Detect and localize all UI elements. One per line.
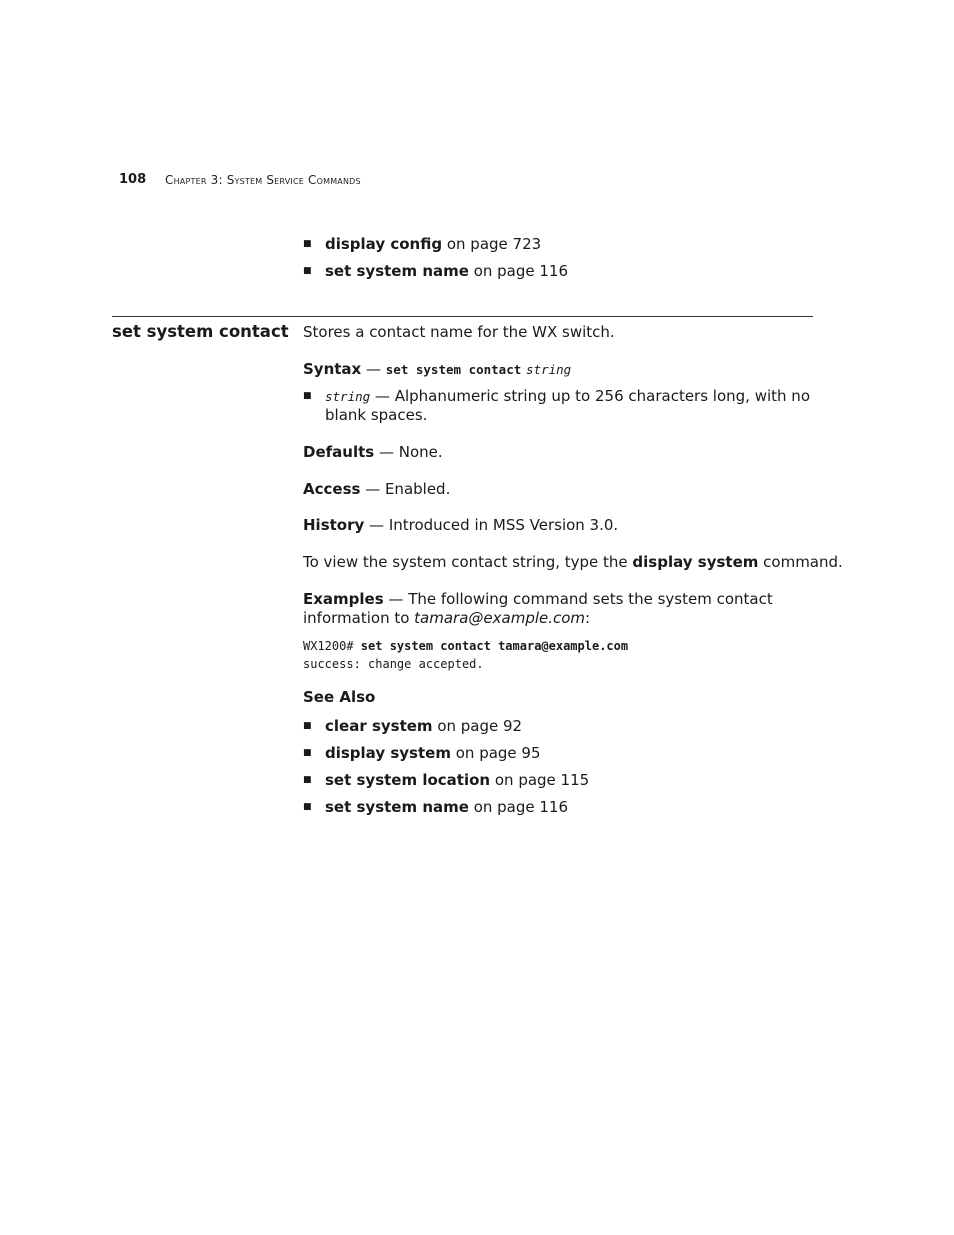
examples-text: — The following command sets the system contact (383, 590, 773, 608)
param-line2: blank spaces. (325, 406, 428, 424)
note-pre: To view the system contact string, type the (303, 553, 633, 571)
bullet-icon: ■ (303, 391, 312, 401)
syntax-arg: string (526, 362, 572, 377)
bullet-icon: ■ (303, 721, 312, 731)
link-suffix: on page 92 (432, 717, 523, 735)
examples-line2-post: : (585, 609, 591, 627)
page-number: 108 (119, 172, 147, 187)
note-cmd: display system (632, 553, 759, 571)
chapter-title: Chapter 3: System Service Commands (165, 173, 361, 187)
link-set-system-location[interactable] (325, 771, 589, 790)
syntax-line (303, 360, 571, 379)
defaults-label: Defaults (303, 443, 375, 461)
section-divider (112, 316, 813, 317)
examples-email: tamara@example.com (414, 609, 586, 627)
link-suffix: on page 115 (490, 771, 590, 789)
history-text: — Introduced in MSS Version 3.0. (364, 516, 619, 534)
access-text: — Enabled. (360, 480, 451, 498)
examples-label: Examples (303, 590, 384, 608)
link-suffix: on page 116 (468, 798, 569, 816)
access-label: Access (303, 480, 361, 498)
bullet-icon: ■ (303, 266, 312, 276)
link-display-config[interactable] (325, 235, 541, 254)
note-line (303, 553, 843, 572)
bullet-icon: ■ (303, 775, 312, 785)
link-suffix: on page 723 (442, 235, 542, 253)
bullet-icon: ■ (303, 802, 312, 812)
defaults-text: — None. (374, 443, 443, 461)
bullet-icon: ■ (303, 239, 312, 249)
section-description: Stores a contact name for the WX switch. (303, 323, 615, 341)
link-suffix: on page 95 (450, 744, 541, 762)
link-cmd: clear system (325, 717, 433, 735)
link-display-system[interactable] (325, 744, 541, 763)
code-command-line (303, 637, 628, 655)
syntax-command: set system contact (385, 362, 522, 377)
link-cmd: set system location (325, 771, 491, 789)
syntax-label: Syntax (303, 360, 362, 378)
code-command: set system contact tamara@example.com (360, 639, 629, 653)
note-post: command. (758, 553, 843, 571)
link-cmd: display config (325, 235, 443, 253)
param-name: string (325, 389, 371, 404)
history-label: History (303, 516, 365, 534)
link-cmd: display system (325, 744, 451, 762)
code-output: success: change accepted. (303, 657, 484, 671)
section-title: set system contact (112, 322, 289, 341)
examples-line2-pre: information to (303, 609, 415, 627)
examples-line2 (303, 609, 590, 628)
see-also-heading: See Also (303, 688, 376, 706)
link-clear-system[interactable] (325, 717, 522, 736)
examples-line1 (303, 590, 773, 609)
link-cmd: set system name (325, 798, 469, 816)
bullet-icon: ■ (303, 748, 312, 758)
link-cmd: set system name (325, 262, 469, 280)
code-prompt: WX1200# (303, 639, 361, 653)
syntax-dash: — (361, 360, 386, 378)
link-set-system-name-2[interactable] (325, 798, 568, 817)
history-line (303, 516, 618, 535)
defaults-line (303, 443, 443, 462)
access-line (303, 480, 450, 499)
link-suffix: on page 116 (468, 262, 569, 280)
link-set-system-name[interactable] (325, 262, 568, 281)
param-line1: — Alphanumeric string up to 256 characters long, with no (370, 387, 810, 405)
param-description (325, 387, 810, 406)
